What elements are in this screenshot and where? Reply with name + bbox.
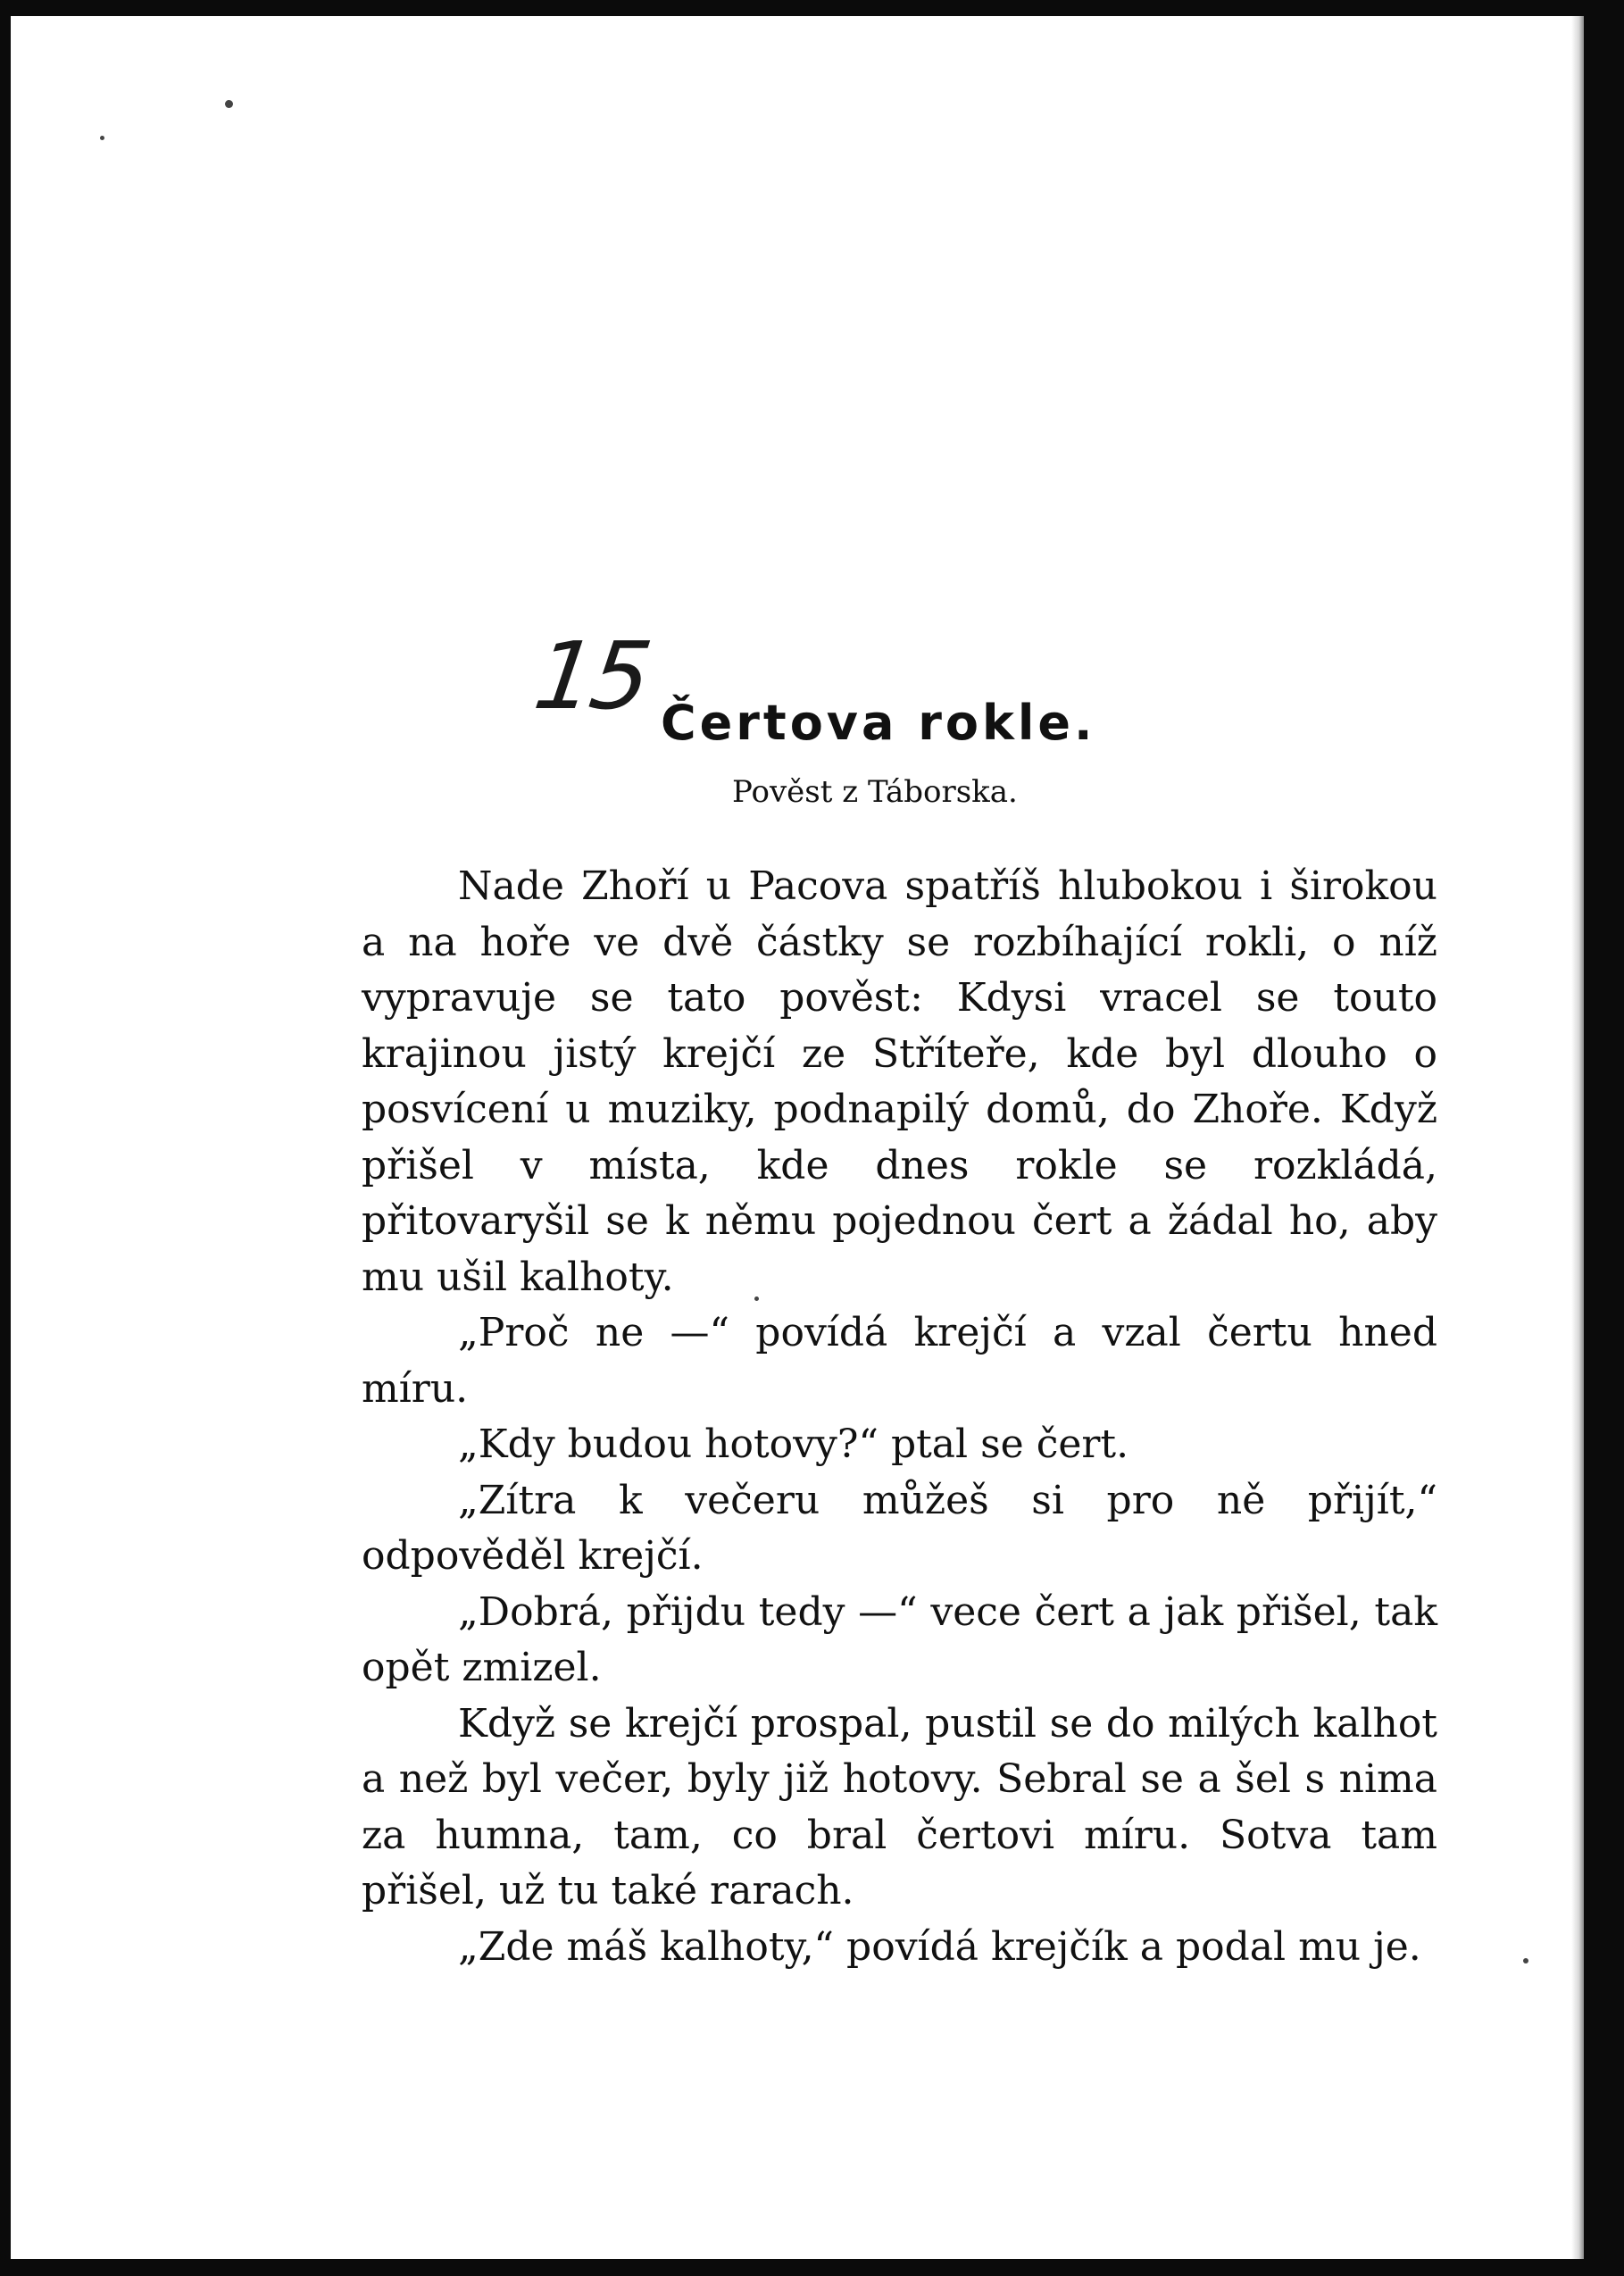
paragraph: „Dobrá, přijdu tedy —“ vece čert a jak přišel, tak opět zmizel. <box>362 1588 1437 1690</box>
paragraph: „Proč ne —“ povídá krejčí a vzal čertu hned míru. <box>362 1310 1437 1412</box>
dust-speck <box>1523 1958 1528 1963</box>
scan-border-bottom <box>0 2259 1624 2276</box>
story-text <box>362 859 1437 1975</box>
chapter-title: Čertova rokle. <box>661 695 1096 751</box>
handwritten-page-number: 15 <box>528 621 654 730</box>
paragraph: Nade Zhoří u Pacova spatříš hlubokou i širokou a na hoře ve dvě částky se rozbíhající rokli, o níž vypravuje se tato pověst: Kdysi vracel se touto krajinou jistý krejčí ze Stříteře, kde byl dlouho o posvícení u muziky, podnapilý domů, do Zhoře. Když přišel v místa, kde dnes rokle se rozkládá, přitovaryšil se k němu pojednou čert a žádal ho, aby mu ušil kalhoty. <box>362 863 1437 1300</box>
dust-speck <box>225 100 233 108</box>
paragraph: „Kdy budou hotovy?“ ptal se čert. <box>458 1421 1129 1467</box>
scan-border-top <box>0 0 1624 16</box>
paragraph: Když se krejčí prospal, pustil se do milých kalhot a než byl večer, byly již hotovy. Sebral se a šel s nima za humna, tam, co bral čertovi míru. Sotva tam přišel, už tu také rarach. <box>362 1700 1437 1913</box>
paragraph: „Zde máš kalhoty,“ povídá krejčík a podal mu je. <box>458 1923 1421 1970</box>
dust-speck <box>100 136 104 140</box>
scan-border-right <box>1584 0 1624 2276</box>
scan-border-left <box>0 0 11 2276</box>
chapter-subtitle: Pověst z Táborska. <box>732 774 1018 810</box>
paragraph: „Zítra k večeru můžeš si pro ně přijít,“ odpověděl krejčí. <box>362 1477 1437 1579</box>
page-edge-shadow <box>1571 16 1584 2259</box>
chapter-heading <box>528 621 1268 751</box>
